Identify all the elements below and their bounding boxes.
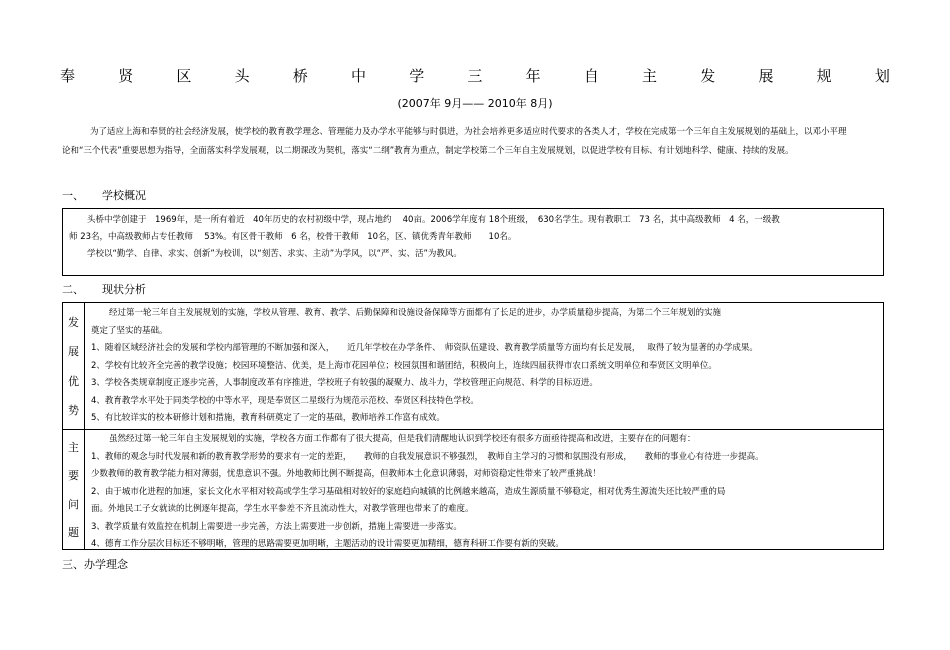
section-heading-philosophy: 三、办学理念 (62, 558, 128, 571)
problems-content (91, 431, 879, 554)
intro-paragraph: 为了适应上海和奉贤的社会经济发展，使学校的教育教学理念、管理能力及办学水平能够与时俱进，为社会培养更多适应时代要求的各类人才，学校在完成第一个三年自主发展规划的基础上，以邓小平理论和“三个代表”重要思想为指导，全面落实科学发展观，以二期课改为契机，落实“二纲”教育为重点，制定学校第二个三年自主发展规划，以促进学校有目标、有计划地科学、健康、持续的发展。 (62, 127, 847, 156)
strengths-content (91, 305, 879, 428)
side-char: 题 (68, 525, 79, 539)
title-char: 三 (467, 67, 483, 85)
title-char: 贤 (118, 67, 134, 85)
section-number: 二、 (62, 283, 84, 296)
title-char: 展 (758, 67, 774, 85)
side-char: 优 (68, 374, 79, 388)
title-char: 划 (874, 67, 890, 85)
document-title (60, 66, 890, 86)
overview-line: 学校以“勤学、自律、求实、创新”为校训，以“刻苦、求实、主动”为学风，以“严、实、活”为教风。 (87, 249, 462, 259)
title-char: 头 (234, 67, 250, 85)
section-number: 一、 (62, 189, 84, 202)
strengths-line: 3、学校各类规章制度正逐步完善，人事制度改革有序推进，学校班子有较强的凝聚力、战斗力，学校管理正向规范、科学的目标迈进。 (91, 378, 598, 388)
document-subtitle: (2007年 9月—— 2010年 8月) (397, 97, 553, 110)
side-char: 主 (68, 441, 79, 455)
side-char: 发 (68, 315, 79, 329)
title-char: 年 (525, 67, 541, 85)
title-char: 中 (351, 67, 367, 85)
section-label: 学校概况 (102, 189, 146, 202)
title-char: 规 (816, 67, 832, 85)
overview-line: 师 23名，中高级教师占专任教师 53%。有区骨干教师 6 名，校骨干教师 10名，区、镇优秀青年教师 10名。 (69, 232, 517, 242)
problems-line: 虽然经过第一轮三年自主发展规划的实施，学校各方面工作都有了很大提高，但是我们清醒地认识到学校还有很多方面亟待提高和改进，主要存在的问题有： (109, 434, 696, 444)
title-char: 奉 (60, 67, 76, 85)
title-char: 学 (409, 67, 425, 85)
problems-block (63, 429, 883, 550)
title-char: 自 (583, 67, 599, 85)
side-char: 势 (68, 404, 79, 418)
strengths-line: 1、随着区域经济社会的发展和学校内部管理的不断加强和深入， 近几年学校在办学条件、 师资队伍建设、教育教学质量等方面均有长足发展， 取得了较为显著的办学成果。 (91, 343, 758, 353)
side-char: 要 (68, 469, 79, 483)
strengths-side-label (63, 303, 85, 429)
strengths-line: 奠定了坚实的基础。 (91, 325, 168, 336)
title-char: 桥 (292, 67, 308, 85)
overview-box (62, 208, 884, 276)
problems-line: 4、德育工作分层次目标还不够明晰，管理的思路需要更加明晰，主题活动的设计需要更加精细，德育科研工作要有新的突破。 (91, 539, 564, 549)
title-char: 主 (642, 67, 658, 85)
side-char: 问 (68, 497, 79, 511)
title-char: 区 (176, 67, 192, 85)
problems-line: 1、教师的观念与时代发展和新的教育教学形势的要求有一定的差距， 教师的自我发展意识不够强烈， 教师自主学习的习惯和氛围没有形成， 教师的事业心有待进一步提高。 (91, 451, 764, 462)
strengths-line: 4、教育教学水平处于同类学校的中等水平，现是奉贤区二星级行为规范示范校、奉贤区科技特色学校。 (91, 395, 479, 406)
strengths-line: 5、有比较详实的校本研修计划和措施，教育科研奠定了一定的基础，教师培养工作富有成效。 (91, 413, 445, 423)
strengths-block (63, 303, 883, 430)
problems-line: 3、教学质量有效监控在机制上需要进一步完善，方法上需要进一步创新，措施上需要进一步落实。 (91, 521, 462, 532)
overview-line: 头桥中学创建于 1969年，是一所有着近 40年历史的农村初级中学，现占地约 40亩。2006学年度有 18个班级， 630名学生。现有教职工 73 名，其中高级教师 4 名，一级教 (87, 215, 780, 225)
analysis-table (62, 302, 884, 550)
problems-line: 2、由于城市化进程的加速，家长文化水平相对较高或学生学习基础相对较好的家庭趋向城镇的比例越来越高，造成生源质量不够稳定，相对优秀生源流失还比较严重的局 (91, 486, 726, 497)
title-char: 发 (700, 67, 716, 85)
problems-line: 面。外地民工子女就读的比例逐年提高，学生水平参差不齐且流动性大，对教学管理也带来了的难度。 (91, 504, 474, 514)
side-char: 展 (68, 345, 79, 359)
section-label: 现状分析 (102, 283, 146, 296)
problems-line: 少数教师的教育教学能力相对薄弱，忧患意识不强。外地教师比例不断提高，但教师本土化意识薄弱，对师资稳定性带来了较严重挑战！ (91, 469, 602, 479)
section-heading-analysis (62, 282, 146, 298)
problems-side-label (63, 429, 85, 550)
strengths-line: 2、学校有比较齐全完善的教学设施；校园环境整洁、优美，是上海市花园单位；校园氛围和谐团结，积极向上，连续四届获得市农口系统文明单位和奉贤区文明单位。 (91, 360, 717, 371)
section-heading-overview (62, 188, 146, 204)
strengths-line: 经过第一轮三年自主发展规划的实施，学校从管理、教育、教学、后勤保障和设施设备保障等方面都有了长足的进步，办学质量稳步提高，为第二个三年规划的实施 (109, 308, 722, 318)
